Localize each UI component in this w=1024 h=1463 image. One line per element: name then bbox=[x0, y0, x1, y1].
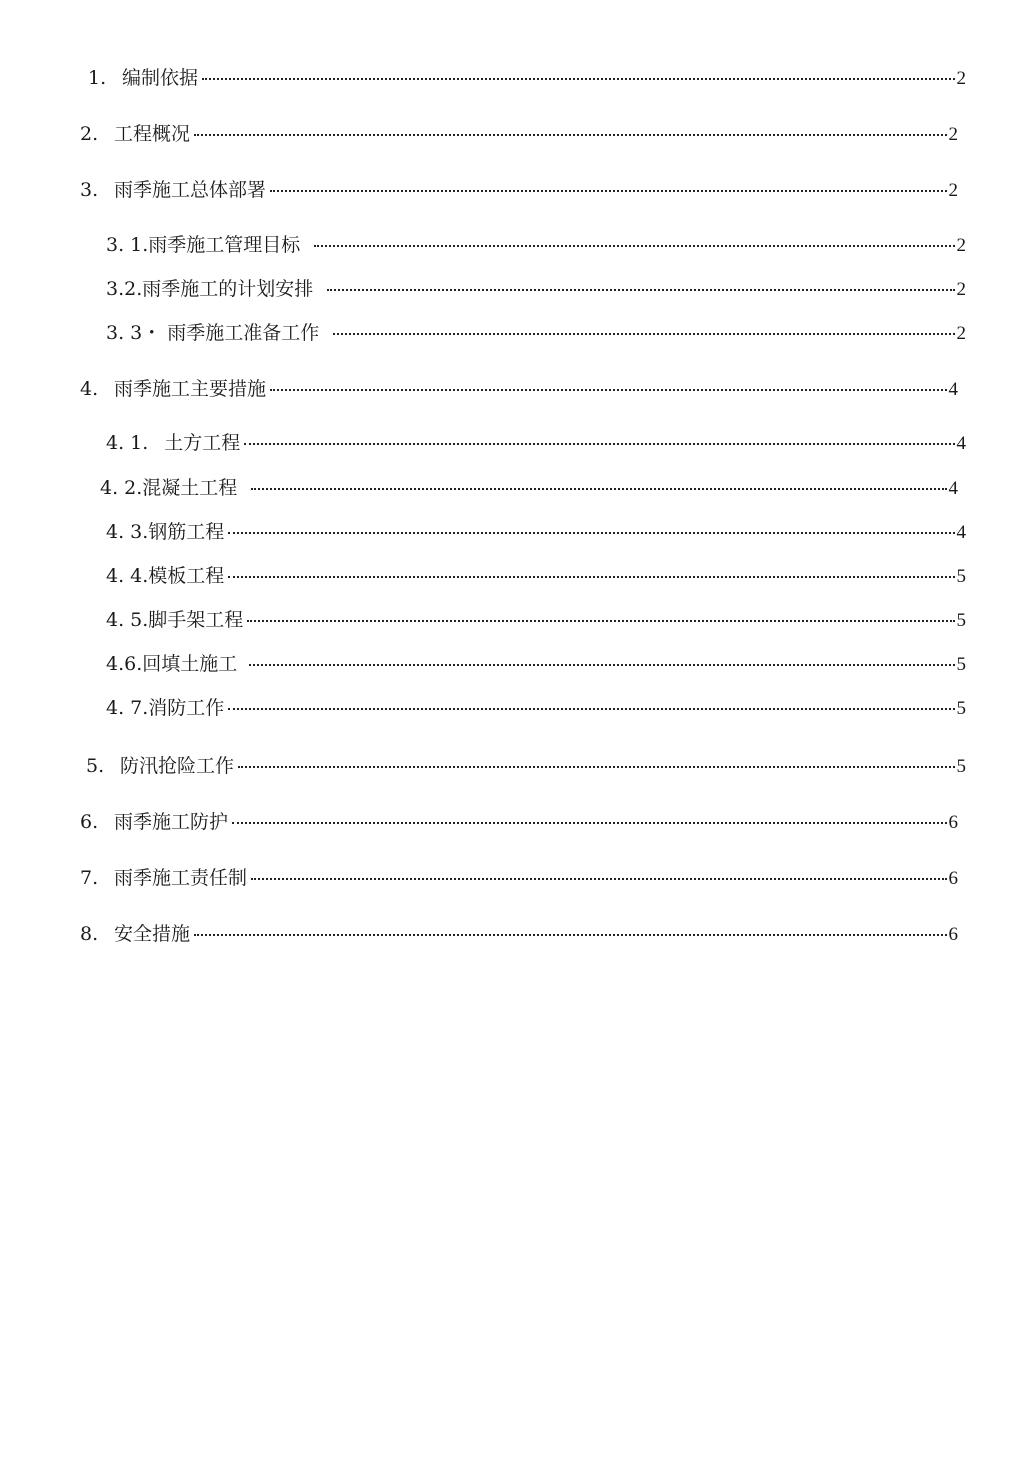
dot-leader bbox=[314, 244, 954, 247]
dot-leader bbox=[251, 877, 946, 880]
toc-entry-3-2[interactable] bbox=[106, 274, 966, 304]
toc-entry-number: 4. 1. bbox=[106, 432, 149, 454]
toc-entry-3-1[interactable] bbox=[106, 230, 966, 260]
toc-entry-1[interactable] bbox=[88, 63, 966, 93]
toc-entry-4-7[interactable] bbox=[106, 693, 966, 723]
toc-entry-4-3[interactable] bbox=[106, 517, 966, 547]
toc-entry-page: 2 bbox=[956, 235, 966, 256]
toc-entry-title: 回填土施工 bbox=[142, 653, 238, 675]
dot-leader bbox=[327, 288, 954, 291]
toc-entry-title: 编制依据 bbox=[122, 67, 199, 89]
dot-leader bbox=[202, 77, 954, 80]
dot-leader bbox=[238, 765, 954, 768]
toc-entry-title: 雨季施工防护 bbox=[114, 811, 229, 833]
toc-entry-4-6[interactable] bbox=[106, 649, 966, 679]
toc-entry-3-3[interactable] bbox=[106, 318, 966, 348]
toc-entry-title: 混凝土工程 bbox=[142, 477, 238, 499]
toc-entry-page: 4 bbox=[948, 478, 958, 499]
toc-entry-number: 3. 3・ bbox=[106, 322, 162, 344]
toc-entry-4-5[interactable] bbox=[106, 605, 966, 635]
toc-entry-title: 雨季施工准备工作 bbox=[167, 322, 320, 344]
toc-entry-7[interactable] bbox=[80, 863, 958, 893]
dot-leader bbox=[249, 663, 954, 666]
toc-entry-number: 3.2. bbox=[106, 278, 143, 300]
toc-entry-page: 4 bbox=[948, 379, 958, 400]
toc-entry-number: 8. bbox=[80, 923, 99, 945]
toc-entry-title: 土方工程 bbox=[164, 432, 241, 454]
dot-leader bbox=[228, 575, 954, 578]
dot-leader bbox=[270, 189, 946, 192]
toc-entry-page: 2 bbox=[956, 279, 966, 300]
toc-entry-page: 2 bbox=[956, 68, 966, 89]
toc-entry-number: 7. bbox=[80, 867, 99, 889]
toc-entry-2[interactable] bbox=[80, 119, 958, 149]
dot-leader bbox=[251, 487, 946, 490]
toc-entry-number: 4. 3. bbox=[106, 521, 149, 543]
toc-entry-page: 4 bbox=[956, 522, 966, 543]
toc-entry-number: 3. 1. bbox=[106, 234, 149, 256]
dot-leader bbox=[228, 531, 954, 534]
toc-entry-title: 工程概况 bbox=[114, 123, 191, 145]
toc-entry-title: 消防工作 bbox=[148, 697, 225, 719]
dot-leader bbox=[232, 821, 946, 824]
toc-entry-page: 6 bbox=[948, 868, 958, 889]
toc-entry-number: 1. bbox=[88, 67, 107, 89]
toc-entry-title: 钢筋工程 bbox=[148, 521, 225, 543]
dot-leader bbox=[247, 619, 954, 622]
dot-leader bbox=[194, 933, 946, 936]
toc-entry-number: 5. bbox=[86, 755, 105, 777]
toc-entry-4-4[interactable] bbox=[106, 561, 966, 591]
dot-leader bbox=[194, 133, 946, 136]
toc-entry-number: 4.6. bbox=[106, 653, 143, 675]
toc-entry-page: 2 bbox=[948, 180, 958, 201]
toc-entry-number: 3. bbox=[80, 179, 99, 201]
toc-entry-number: 4. 4. bbox=[106, 565, 149, 587]
toc-entry-page: 6 bbox=[948, 812, 958, 833]
toc-entry-number: 4. 7. bbox=[106, 697, 149, 719]
toc-entry-page: 6 bbox=[948, 924, 958, 945]
toc-entry-5[interactable] bbox=[86, 751, 966, 781]
toc-entry-3[interactable] bbox=[80, 175, 958, 205]
toc-entry-6[interactable] bbox=[80, 807, 958, 837]
toc-entry-4[interactable] bbox=[80, 374, 958, 404]
toc-entry-page: 5 bbox=[956, 566, 966, 587]
toc-entry-title: 模板工程 bbox=[148, 565, 225, 587]
toc-entry-8[interactable] bbox=[80, 919, 958, 949]
toc-entry-number: 4. 2. bbox=[100, 477, 143, 499]
dot-leader bbox=[333, 332, 954, 335]
toc-entry-number: 4. 5. bbox=[106, 609, 149, 631]
dot-leader bbox=[228, 707, 954, 710]
toc-entry-title: 雨季施工责任制 bbox=[114, 867, 248, 889]
toc-entry-title: 防汛抢险工作 bbox=[120, 755, 235, 777]
toc-entry-title: 脚手架工程 bbox=[148, 609, 244, 631]
toc-entry-title: 雨季施工管理目标 bbox=[148, 234, 301, 256]
toc-entry-number: 2. bbox=[80, 123, 99, 145]
toc-entry-title: 雨季施工主要措施 bbox=[114, 378, 267, 400]
toc-entry-page: 5 bbox=[956, 756, 966, 777]
toc-entry-title: 雨季施工的计划安排 bbox=[142, 278, 314, 300]
toc-entry-4-1[interactable] bbox=[106, 428, 966, 458]
dot-leader bbox=[270, 388, 946, 391]
toc-entry-4-2[interactable] bbox=[100, 473, 958, 503]
toc-entry-page: 5 bbox=[956, 610, 966, 631]
toc-entry-page: 2 bbox=[948, 124, 958, 145]
toc-entry-number: 4. bbox=[80, 378, 99, 400]
toc-entry-title: 雨季施工总体部署 bbox=[114, 179, 267, 201]
toc-entry-title: 安全措施 bbox=[114, 923, 191, 945]
toc-entry-page: 5 bbox=[956, 654, 966, 675]
toc-entry-page: 5 bbox=[956, 698, 966, 719]
toc-entry-page: 4 bbox=[956, 433, 966, 454]
dot-leader bbox=[244, 442, 954, 445]
toc-entry-page: 2 bbox=[956, 323, 966, 344]
toc-entry-number: 6. bbox=[80, 811, 99, 833]
